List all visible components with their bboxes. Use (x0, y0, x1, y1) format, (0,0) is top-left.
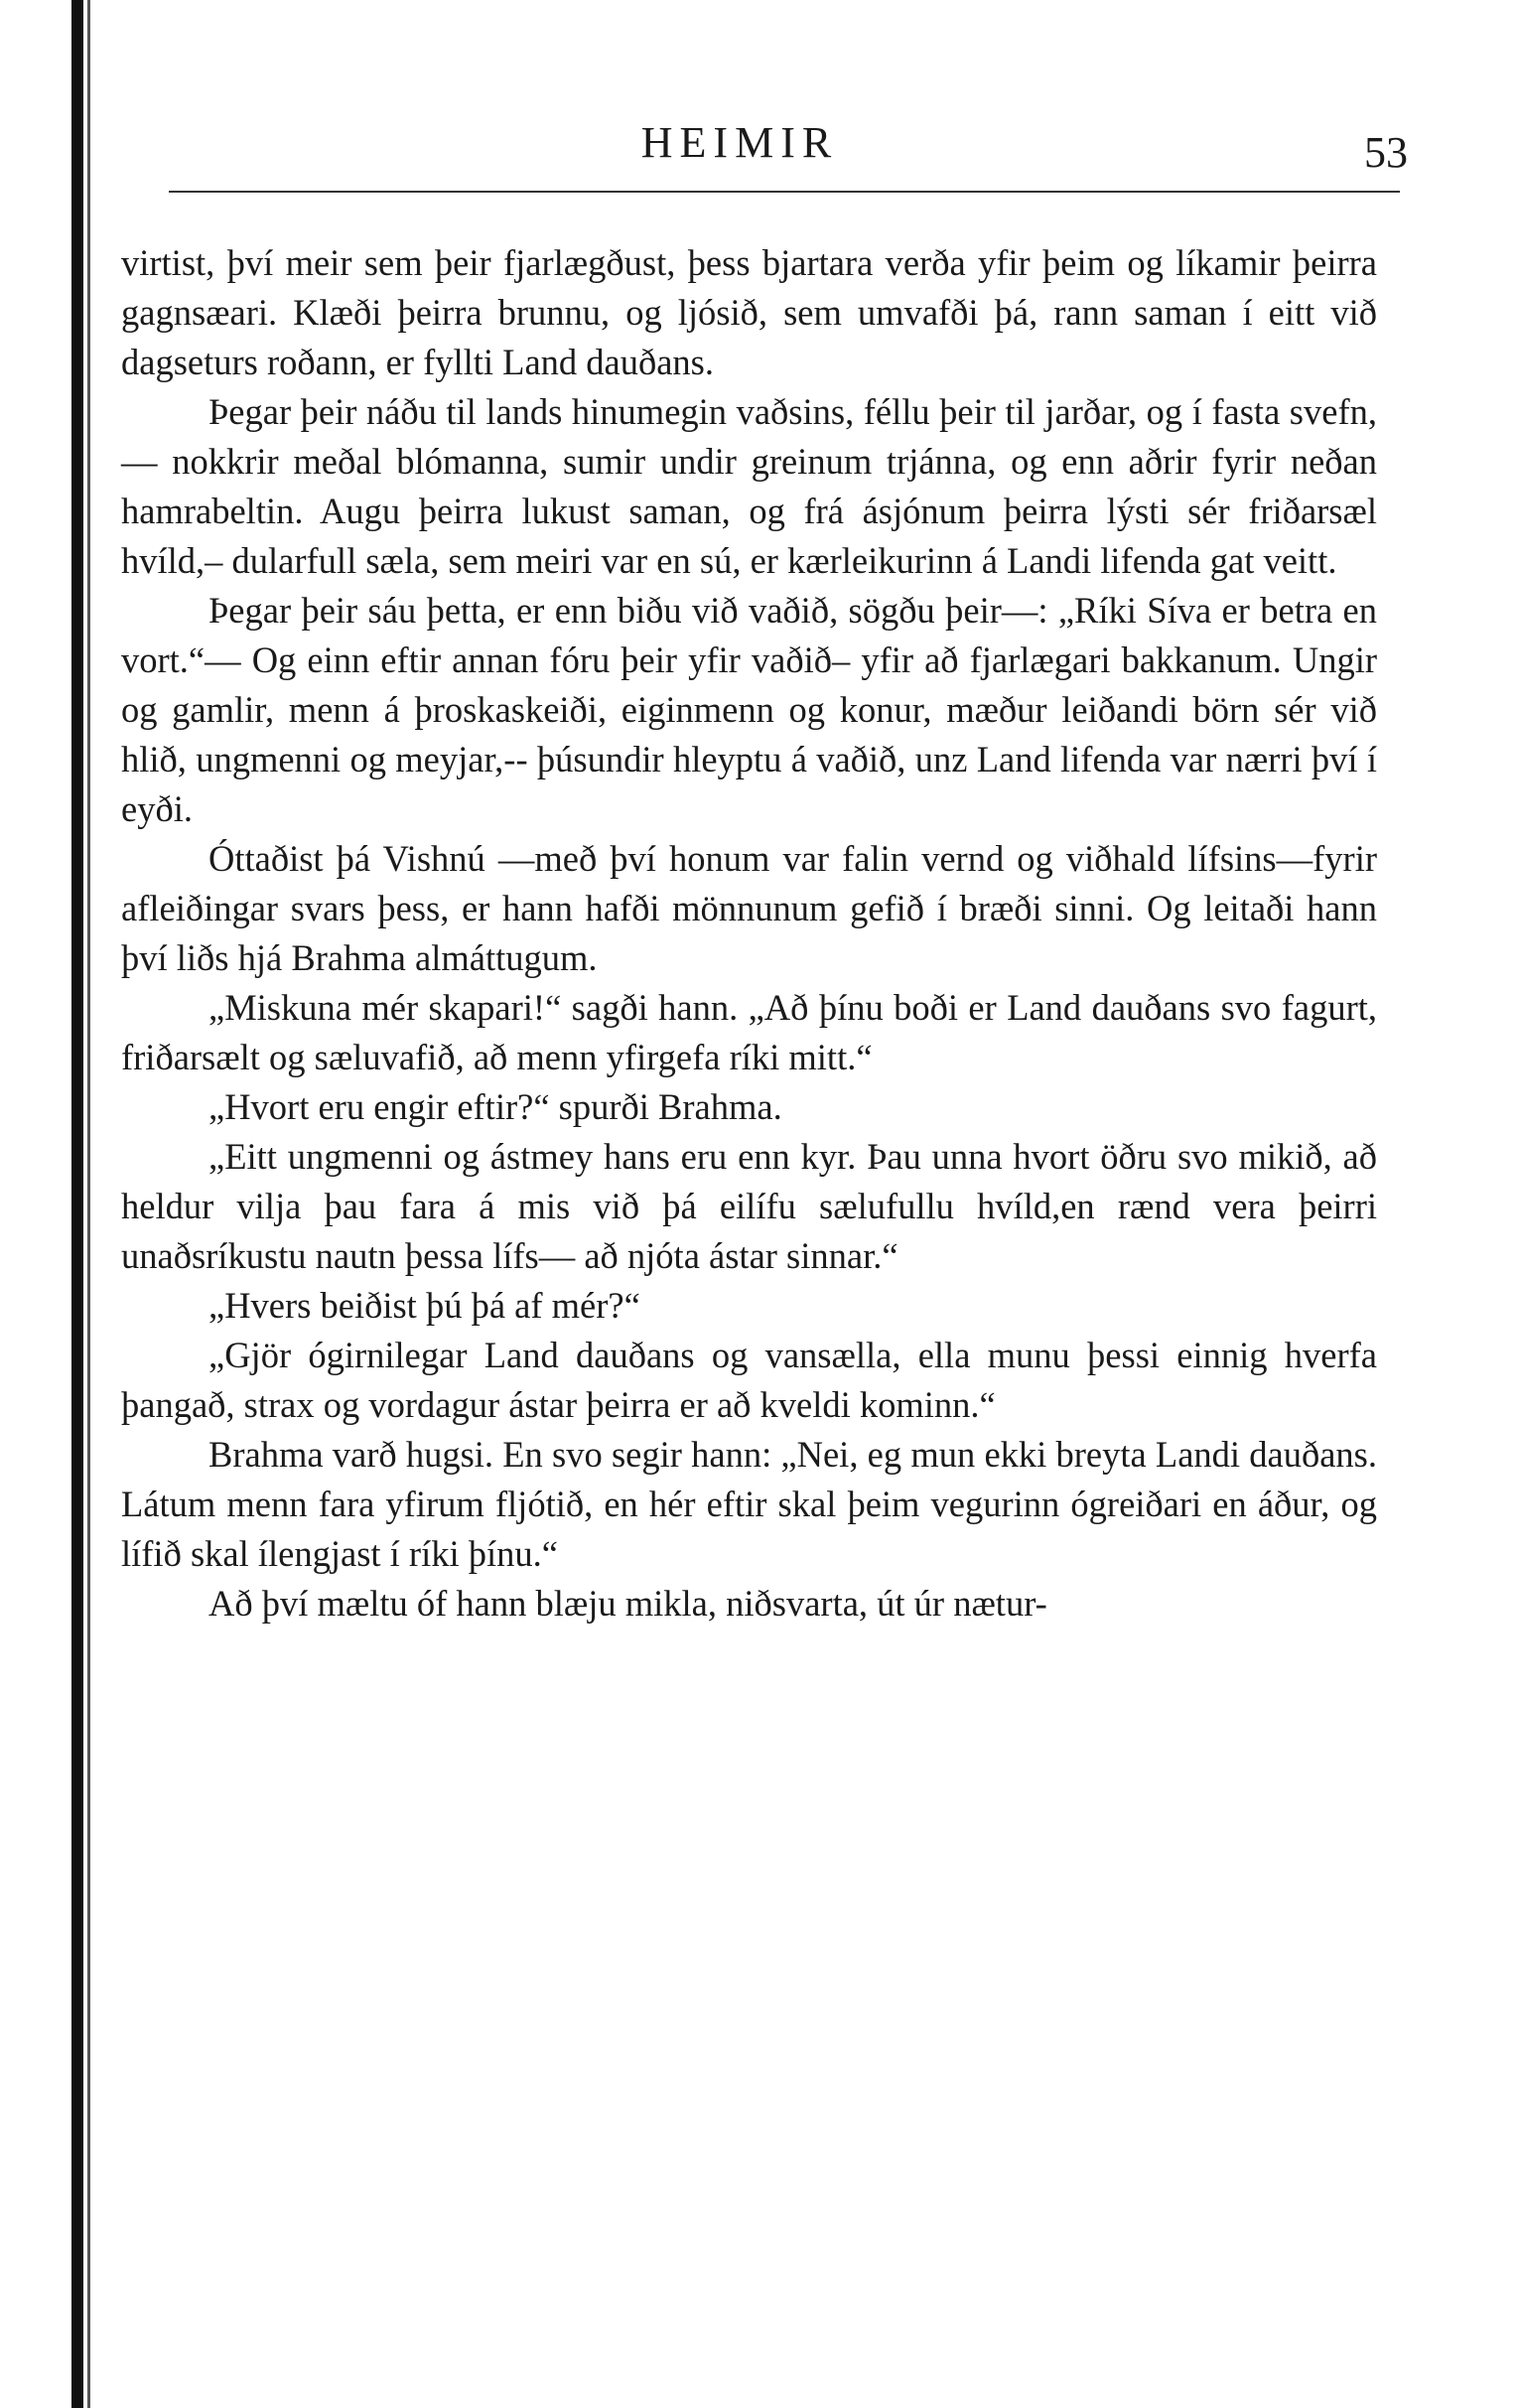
page-number: 53 (1364, 128, 1408, 177)
paragraph: Óttaðist þá Vishnú —með því honum var falin vernd og viðhald lífsins—fyrir afleiðingar svars þess, er hann hafði mönnunum gefið í bræði sinni. Og leitaði hann því liðs hjá Brahma almáttugum. (121, 838, 1377, 978)
paragraph: Þegar þeir sáu þetta, er enn biðu við vaðið, sögðu þeir—: „Ríki Síva er betra en vort.“— Og einn eftir annan fóru þeir yfir vaðið– yfir að fjarlægari bakkanum. Ungir og gamlir, menn á þroskaskeiði, eiginmenn og konur, mæður leiðandi börn sér við hlið, ungmenni og meyjar,-- þúsundir hleyptu á vaðið, unz Land lifenda var nærri því í eyði. (121, 590, 1377, 829)
page-body (121, 238, 1377, 1629)
paragraph: Brahma varð hugsi. En svo segir hann: „Nei, eg mun ekki breyta Landi dauðans. Látum menn fara yfirum fljótið, en hér eftir skal þeim vegurinn ógreiðari en áður, og lífið skal ílengjast í ríki þínu.“ (121, 1434, 1377, 1574)
paragraph: Þegar þeir náðu til lands hinumegin vaðsins, féllu þeir til jarðar, og í fasta svefn,— nokkrir meðal blómanna, sumir undir greinum trjánna, og enn aðrir fyrir neðan hamrabeltin. Augu þeirra lukust saman, og frá ásjónum þeirra lýsti sér friðarsæl hvíld,– dularfull sæla, sem meiri var en sú, er kærleikurinn á Landi lifenda gat veitt. (121, 391, 1377, 581)
paragraph: „Hvers beiðist þú þá af mér?“ (208, 1285, 640, 1326)
paragraph: „Hvort eru engir eftir?“ spurði Brahma. (208, 1086, 782, 1127)
paragraph: „Miskuna mér skapari!“ sagði hann. „Að þínu boði er Land dauðans svo fagurt, friðarsælt og sæluvafið, að menn yfirgefa ríki mitt.“ (121, 987, 1377, 1077)
running-title: HEIMIR (640, 118, 839, 167)
binding-edge (71, 0, 83, 2408)
paragraph: virtist, því meir sem þeir fjarlægðust, þess bjartara verða yfir þeim og líkamir þeirra gagnsæari. Klæði þeirra brunnu, og ljósið, sem umvafði þá, rann saman í eitt við dagseturs roðann, er fyllti Land dauðans. (121, 242, 1377, 382)
header-rule (169, 191, 1400, 193)
paragraph: „Eitt ungmenni og ástmey hans eru enn kyr. Þau unna hvort öðru svo mikið, að heldur vilja þau fara á mis við þá eilífu sælufullu hvíld,en rænd vera þeirri unaðsríkustu nautn þessa lífs— að njóta ástar sinnar.“ (121, 1136, 1377, 1276)
paragraph: „Gjör ógirnilegar Land dauðans og vansælla, ella munu þessi einnig hverfa þangað, strax og vordagur ástar þeirra er að kveldi kominn.“ (121, 1335, 1377, 1425)
paragraph: Að því mæltu óf hann blæju mikla, niðsvarta, út úr nætur- (208, 1583, 1047, 1624)
binding-edge-inner (87, 0, 90, 2408)
